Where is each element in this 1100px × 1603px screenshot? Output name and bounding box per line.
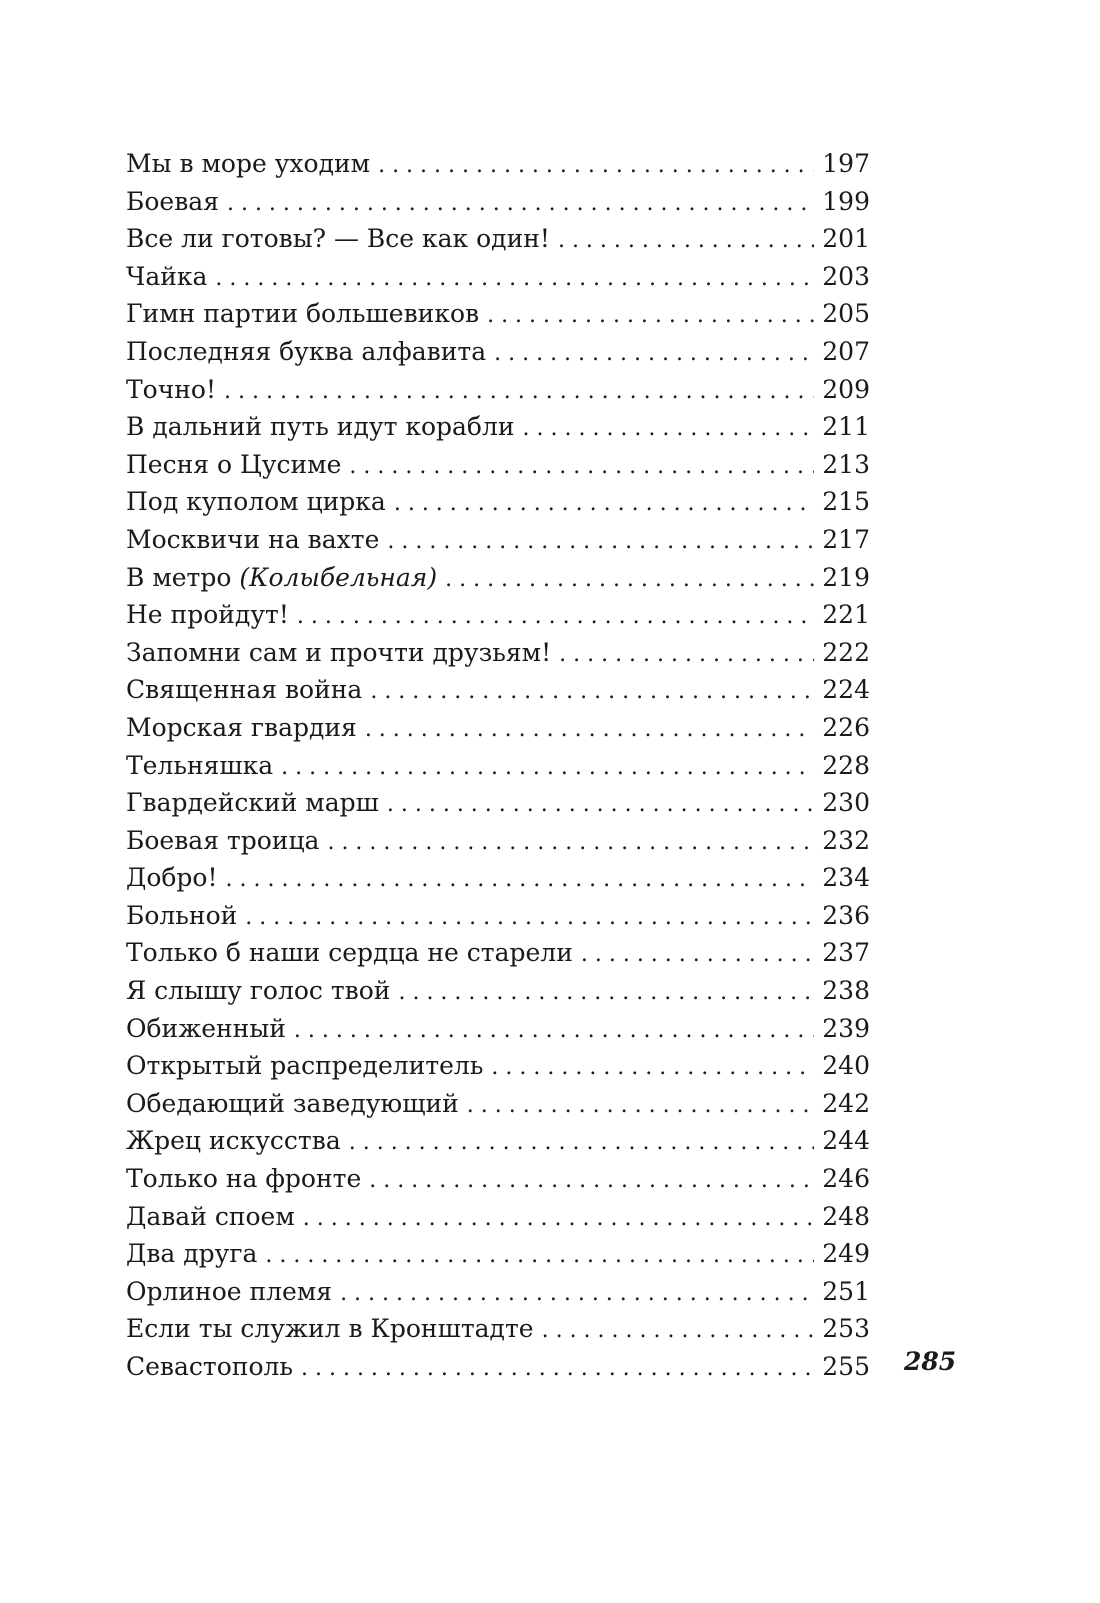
toc-entry-title-text: Обедающий заведующий bbox=[126, 1088, 459, 1118]
toc-entry-page: 205 bbox=[822, 299, 870, 329]
toc-entry-title bbox=[126, 295, 487, 333]
dot-leader bbox=[559, 636, 814, 672]
toc-entry-title bbox=[126, 634, 559, 672]
toc-entry-title-text: Открытый распределитель bbox=[126, 1051, 484, 1081]
toc-entry-title-text: Гвардейский марш bbox=[126, 788, 379, 818]
toc-entry-title bbox=[126, 1010, 294, 1048]
toc-entry-title bbox=[126, 934, 581, 972]
toc-entry-title bbox=[126, 671, 370, 709]
toc-entry bbox=[126, 446, 870, 484]
toc-entry-title-text: В метро bbox=[126, 562, 232, 592]
dot-leader bbox=[215, 260, 814, 296]
toc-entry-title-text: Морская гвардия bbox=[126, 712, 357, 742]
toc-entry-title bbox=[126, 220, 558, 258]
dot-leader bbox=[487, 297, 814, 333]
toc-entry-page: 237 bbox=[822, 938, 870, 968]
toc-entry-title-text: Если ты служил в Кронштадте bbox=[126, 1314, 534, 1344]
toc-entry-page: 230 bbox=[822, 788, 870, 818]
toc-entry bbox=[126, 634, 870, 672]
toc-entry-page: 253 bbox=[822, 1314, 870, 1344]
toc-entry-title-text: Только на фронте bbox=[126, 1164, 362, 1194]
toc-entry bbox=[126, 934, 870, 972]
toc-entry bbox=[126, 1085, 870, 1123]
dot-leader bbox=[378, 147, 814, 183]
dot-leader bbox=[494, 335, 814, 371]
dot-leader bbox=[398, 974, 814, 1010]
toc-entry-title bbox=[126, 596, 297, 634]
toc-entry-title bbox=[126, 371, 224, 409]
dot-leader bbox=[349, 448, 814, 484]
toc-entry-title bbox=[126, 897, 245, 935]
toc-entry bbox=[126, 220, 870, 258]
toc-entry bbox=[126, 333, 870, 371]
toc-entry-title-text: Последняя буква алфавита bbox=[126, 336, 487, 366]
toc-entry-title-text: Все ли готовы? — Все как один! bbox=[126, 224, 550, 254]
toc-entry-page: 201 bbox=[822, 224, 870, 254]
dot-leader bbox=[387, 786, 814, 822]
toc-entry-title-text: Добро! bbox=[126, 863, 218, 893]
toc-entry bbox=[126, 1235, 870, 1273]
toc-entry bbox=[126, 145, 870, 183]
dot-leader bbox=[491, 1049, 814, 1085]
toc-entry bbox=[126, 784, 870, 822]
toc-entry-title bbox=[126, 972, 398, 1010]
toc-entry-title bbox=[126, 145, 378, 183]
toc-entry-page: 234 bbox=[822, 863, 870, 893]
toc-entry-title bbox=[126, 784, 387, 822]
dot-leader bbox=[558, 222, 814, 258]
toc-entry-title bbox=[126, 559, 445, 597]
toc-entry-title bbox=[126, 709, 365, 747]
toc-entry-title-text: Мы в море уходим bbox=[126, 149, 371, 178]
toc-entry bbox=[126, 859, 870, 897]
toc-entry bbox=[126, 1047, 870, 1085]
toc-entry-title bbox=[126, 1198, 303, 1236]
toc-entry-page: 215 bbox=[822, 487, 870, 517]
dot-leader bbox=[387, 523, 814, 559]
toc-entry-page: 249 bbox=[822, 1239, 870, 1269]
toc-entry-title-text: Священная война bbox=[126, 675, 363, 705]
toc-entry-title-text: Песня о Цусиме bbox=[126, 449, 342, 479]
dot-leader bbox=[394, 485, 814, 521]
toc-entry bbox=[126, 1160, 870, 1198]
toc-entry-title bbox=[126, 1273, 340, 1311]
toc-entry bbox=[126, 747, 870, 785]
toc-entry-title-text: В дальний путь идут корабли bbox=[126, 412, 515, 442]
toc-entry bbox=[126, 822, 870, 860]
toc-entry-title-text: Севастополь bbox=[126, 1352, 293, 1381]
toc-entry-page: 251 bbox=[822, 1276, 870, 1306]
toc-entry-page: 213 bbox=[822, 449, 870, 479]
toc-entry-page: 246 bbox=[822, 1164, 870, 1194]
toc-entry-title bbox=[126, 183, 227, 221]
toc-entry-title-text: Чайка bbox=[126, 261, 208, 291]
toc-entry-title bbox=[126, 483, 394, 521]
toc-entry-page: 255 bbox=[822, 1352, 870, 1381]
toc-entry-page: 248 bbox=[822, 1201, 870, 1231]
dot-leader bbox=[281, 749, 814, 785]
dot-leader bbox=[467, 1087, 815, 1123]
dot-leader bbox=[581, 936, 814, 972]
dot-leader bbox=[369, 1162, 814, 1198]
toc-entry-title bbox=[126, 1348, 301, 1386]
dot-leader bbox=[297, 598, 814, 634]
toc-entry-page: 222 bbox=[822, 637, 870, 667]
toc-entry bbox=[126, 183, 870, 221]
toc-entry-title-text: Боевая bbox=[126, 186, 219, 216]
toc-entry-title bbox=[126, 1160, 369, 1198]
toc-entry bbox=[126, 596, 870, 634]
toc-entry-title-text: Давай споем bbox=[126, 1201, 295, 1231]
toc-entry-page: 211 bbox=[822, 412, 870, 442]
dot-leader bbox=[227, 185, 814, 221]
dot-leader bbox=[294, 1012, 814, 1048]
toc-entry-title bbox=[126, 859, 226, 897]
toc-entry-title bbox=[126, 258, 215, 296]
toc-entry bbox=[126, 521, 870, 559]
toc-entry-subtitle: (Колыбельная) bbox=[239, 562, 438, 592]
toc-entry bbox=[126, 371, 870, 409]
toc-entry bbox=[126, 1010, 870, 1048]
toc-entry-page: 239 bbox=[822, 1013, 870, 1043]
dot-leader bbox=[370, 673, 814, 709]
dot-leader bbox=[365, 711, 814, 747]
toc-entry bbox=[126, 671, 870, 709]
toc-entry-title-text: Обиженный bbox=[126, 1013, 286, 1043]
toc-entry bbox=[126, 483, 870, 521]
dot-leader bbox=[349, 1124, 815, 1160]
toc-entry-page: 203 bbox=[822, 261, 870, 291]
toc-entry-page: 209 bbox=[822, 374, 870, 404]
toc-entry-title bbox=[126, 333, 494, 371]
toc-entry bbox=[126, 559, 870, 597]
toc-entry-title bbox=[126, 1085, 467, 1123]
toc-entry-title bbox=[126, 521, 387, 559]
toc-entry-page: 197 bbox=[822, 149, 870, 178]
toc-entry-page: 232 bbox=[822, 825, 870, 855]
toc-entry bbox=[126, 295, 870, 333]
toc-entry-page: 207 bbox=[822, 336, 870, 366]
toc-entry-title-text: Боевая троица bbox=[126, 825, 320, 855]
table-of-contents bbox=[126, 145, 870, 1386]
toc-entry-page: 238 bbox=[822, 976, 870, 1006]
toc-entry-title bbox=[126, 1310, 542, 1348]
dot-leader bbox=[523, 410, 815, 446]
dot-leader bbox=[327, 824, 814, 860]
toc-entry-page: 242 bbox=[822, 1088, 870, 1118]
toc-entry-title-text: Жрец искусства bbox=[126, 1126, 341, 1156]
toc-entry-page: 199 bbox=[822, 186, 870, 216]
toc-entry-page: 226 bbox=[822, 712, 870, 742]
toc-entry bbox=[126, 1273, 870, 1311]
toc-entry bbox=[126, 1348, 870, 1386]
dot-leader bbox=[245, 899, 814, 935]
toc-entry-page: 217 bbox=[822, 524, 870, 554]
toc-entry bbox=[126, 897, 870, 935]
toc-entry-page: 244 bbox=[822, 1126, 870, 1156]
dot-leader bbox=[301, 1350, 814, 1386]
toc-entry-page: 224 bbox=[822, 675, 870, 705]
toc-entry-title-text: Орлиное племя bbox=[126, 1276, 333, 1306]
toc-entry-page: 221 bbox=[822, 600, 870, 630]
toc-entry-title-text: Точно! bbox=[126, 374, 217, 404]
toc-entry-title-text: Москвичи на вахте bbox=[126, 524, 380, 554]
toc-entry-title bbox=[126, 1047, 491, 1085]
toc-entry-title bbox=[126, 747, 281, 785]
toc-entry bbox=[126, 1122, 870, 1160]
toc-entry-title-text: Гимн партии большевиков bbox=[126, 299, 480, 329]
toc-entry-title bbox=[126, 822, 327, 860]
dot-leader bbox=[340, 1275, 814, 1311]
toc-entry-title-text: Не пройдут! bbox=[126, 600, 289, 630]
toc-entry-page: 228 bbox=[822, 750, 870, 780]
toc-entry bbox=[126, 709, 870, 747]
toc-entry-title bbox=[126, 446, 349, 484]
toc-entry-title bbox=[126, 408, 523, 446]
dot-leader bbox=[445, 561, 814, 597]
dot-leader bbox=[303, 1200, 815, 1236]
toc-entry-page: 236 bbox=[822, 900, 870, 930]
dot-leader bbox=[226, 861, 815, 897]
toc-entry-title-text: Запомни сам и прочти друзьям! bbox=[126, 637, 552, 667]
toc-entry-title bbox=[126, 1122, 349, 1160]
toc-entry-title-text: Тельняшка bbox=[126, 750, 274, 780]
toc-entry bbox=[126, 1198, 870, 1236]
toc-entry bbox=[126, 972, 870, 1010]
page-number: 285 bbox=[904, 1347, 957, 1376]
toc-entry-page: 219 bbox=[822, 562, 870, 592]
toc-entry-title-text: Под куполом цирка bbox=[126, 487, 386, 517]
dot-leader bbox=[224, 373, 814, 409]
toc-entry-title-text: Два друга bbox=[126, 1239, 258, 1269]
toc-entry-title bbox=[126, 1235, 265, 1273]
toc-entry-title-text: Я слышу голос твой bbox=[126, 976, 391, 1006]
toc-entry-page: 240 bbox=[822, 1051, 870, 1081]
toc-entry bbox=[126, 408, 870, 446]
toc-entry-title-text: Только б наши сердца не старели bbox=[126, 938, 573, 968]
toc-entry-title-text: Больной bbox=[126, 900, 238, 930]
toc-entry bbox=[126, 1310, 870, 1348]
toc-entry bbox=[126, 258, 870, 296]
dot-leader bbox=[542, 1312, 815, 1348]
dot-leader bbox=[265, 1237, 814, 1273]
